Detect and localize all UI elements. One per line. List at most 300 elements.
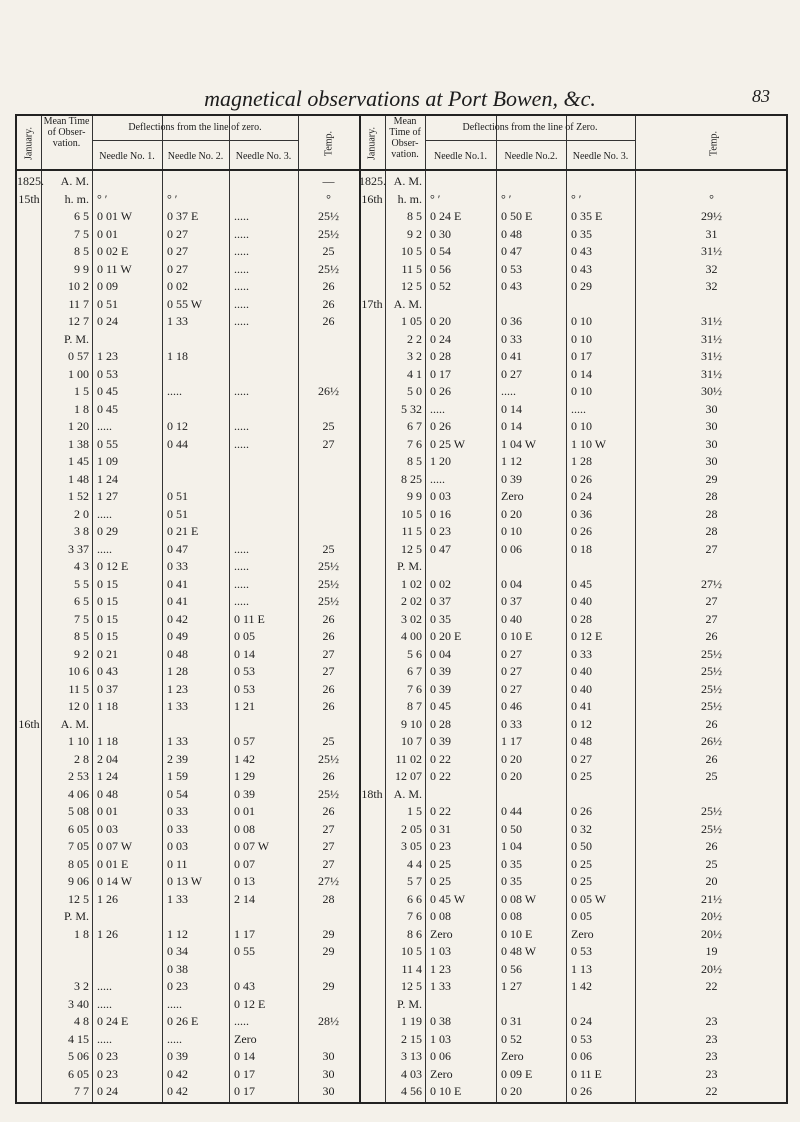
- right-needle1-cell: 0 37: [430, 594, 451, 608]
- left-temp-cell: —: [322, 174, 335, 188]
- left-needle3-cell: .....: [234, 559, 249, 573]
- right-needle3-cell: 0 48: [571, 734, 592, 748]
- right-needle3-cell: 0 24: [571, 1014, 592, 1028]
- left-needle2-cell: 1 33: [167, 699, 188, 713]
- left-time-cell: 4 15: [68, 1031, 89, 1046]
- left-time-cell: h. m.: [64, 191, 89, 206]
- right-needle3-cell: 0 26: [571, 804, 592, 818]
- left-temp-cell: 28: [322, 891, 335, 906]
- right-time-cell: A. M.: [393, 786, 422, 801]
- left-temp-cell: 25: [322, 419, 335, 433]
- right-temp-cell: 28: [705, 489, 718, 503]
- right-time-cell: 7 6: [407, 909, 422, 923]
- right-needle3-cell: 0 10: [571, 314, 592, 328]
- right-temp-cell: 27½: [701, 576, 722, 591]
- right-needle2-cell: 0 27: [501, 366, 522, 381]
- left-temp-cell: 27: [322, 664, 335, 678]
- right-needle2-cell: .....: [501, 384, 516, 398]
- left-time-cell: 12 5: [68, 891, 89, 906]
- right-needle2-cell: 0 27: [501, 646, 522, 661]
- left-time-cell: 0 57: [68, 349, 89, 363]
- right-temp-cell: 25: [705, 856, 718, 871]
- left-temp-cell: 29: [322, 926, 335, 941]
- right-needle2-cell: 0 08: [501, 909, 522, 923]
- left-needle2-cell: 0 34: [167, 944, 188, 958]
- right-needle3-cell: 0 41: [571, 699, 592, 713]
- right-temp-cell: 25½: [701, 646, 722, 661]
- left-needle3-cell: 0 05: [234, 629, 255, 643]
- right-needle1-cell: 0 31: [430, 821, 451, 836]
- left-needle1-cell: ° ′: [97, 191, 108, 206]
- right-needle2-cell: 0 14: [501, 401, 522, 416]
- right-time-cell: 8 7: [407, 699, 422, 713]
- left-needle2-cell: 1 12: [167, 926, 188, 941]
- left-needle2-cell: 0 21 E: [167, 524, 199, 538]
- left-temp-cell: 26: [322, 314, 335, 328]
- right-needle1-cell: 0 03: [430, 489, 451, 503]
- left-needle2-cell: 0 54: [167, 786, 188, 801]
- left-time-cell: 1 20: [68, 419, 89, 433]
- right-temp-cell: 27: [705, 611, 718, 626]
- left-needle2-cell: 1 59: [167, 769, 188, 783]
- right-needle2-cell: 0 39: [501, 471, 522, 486]
- left-time-cell: 5 08: [68, 804, 89, 818]
- left-temp-cell: 26: [322, 611, 335, 626]
- left-needle2-cell: 0 48: [167, 646, 188, 661]
- right-needle1-cell: .....: [430, 471, 445, 486]
- left-temp-cell: 26: [322, 296, 335, 311]
- right-temp-cell: 23: [705, 1049, 718, 1063]
- right-time-cell: 7 6: [407, 681, 422, 696]
- left-time-cell: 7 5: [74, 226, 89, 241]
- right-needle1-cell: 1 03: [430, 1031, 451, 1046]
- left-needle3-cell: 0 17: [234, 1084, 255, 1098]
- right-needle3-cell: ° ′: [571, 191, 582, 206]
- left-needle2-cell: 0 41: [167, 594, 188, 608]
- left-temp-cell: 26½: [318, 384, 339, 398]
- right-needle2-cell: 0 20: [501, 1084, 522, 1098]
- right-temp-cell: 25: [705, 769, 718, 783]
- right-time-cell: 6 7: [407, 419, 422, 433]
- right-time-cell: 5 6: [407, 646, 422, 661]
- left-time-cell: 4 3: [74, 559, 89, 573]
- right-time-cell: 5 0: [407, 384, 422, 398]
- left-time-cell: 3 2: [74, 979, 89, 993]
- left-needle2-cell: .....: [167, 1031, 182, 1046]
- left-needle3-cell: 0 55: [234, 944, 255, 958]
- left-needle3-cell: 0 07: [234, 856, 255, 871]
- left-needle1-cell: 0 23: [97, 1049, 118, 1063]
- right-needle2-cell: 0 08 W: [501, 891, 537, 906]
- right-temp-cell: 26: [705, 839, 718, 853]
- right-needle1-cell: 0 38: [430, 1014, 451, 1028]
- left-needle2-cell: 1 33: [167, 314, 188, 328]
- left-day-cell: 1825.: [17, 174, 44, 188]
- left-needle3-cell: .....: [234, 261, 249, 276]
- left-time-cell: 5 5: [74, 576, 89, 591]
- left-needle1-cell: 0 03: [97, 821, 118, 836]
- right-needle2-cell: 0 50: [501, 821, 522, 836]
- left-needle3-cell: 0 53: [234, 681, 255, 696]
- right-needle1-cell: 0 20: [430, 314, 451, 328]
- right-needle1-cell: 0 56: [430, 261, 451, 276]
- left-needle1-cell: 0 15: [97, 594, 118, 608]
- right-needle2-cell: 1 17: [501, 734, 522, 748]
- left-time-cell: 7 5: [74, 611, 89, 626]
- left-needle3-cell: .....: [234, 226, 249, 241]
- left-needle3-cell: .....: [234, 1014, 249, 1028]
- right-time-cell: 10 7: [401, 734, 422, 748]
- right-time-cell: 3 13: [401, 1049, 422, 1063]
- needle3-header: Needle No. 3.: [235, 151, 292, 162]
- right-time-cell: P. M.: [396, 996, 422, 1011]
- right-needle3-cell: 0 14: [571, 366, 592, 381]
- right-time-cell: 4 03: [401, 1066, 422, 1081]
- right-temp-cell: 27: [705, 541, 718, 556]
- right-temp-cell: 32: [705, 261, 718, 276]
- right-temp-cell: 31½: [701, 244, 722, 258]
- left-needle3-cell: 1 29: [234, 769, 255, 783]
- left-time-cell: 6 05: [68, 821, 89, 836]
- left-time-cell: 8 5: [74, 244, 89, 258]
- right-temp-cell: 27: [705, 594, 718, 608]
- mean-time-header-right: Mean Time of Obser- vation.: [389, 116, 421, 160]
- right-time-cell: 7 6: [407, 436, 422, 451]
- right-needle2-cell: 1 27: [501, 979, 522, 993]
- right-needle3-cell: 1 42: [571, 979, 592, 993]
- left-time-cell: 9 06: [68, 874, 89, 888]
- right-needle3-cell: 0 10: [571, 384, 592, 398]
- right-needle3-cell: 0 40: [571, 594, 592, 608]
- right-needle3-cell: 0 28: [571, 611, 592, 626]
- right-needle2-cell: 0 50 E: [501, 209, 533, 223]
- right-needle1-cell: 0 22: [430, 769, 451, 783]
- right-needle3-cell: 0 53: [571, 1031, 592, 1046]
- right-needle3-cell: 0 10: [571, 419, 592, 433]
- right-needle2-cell: 0 10: [501, 524, 522, 538]
- left-needle2-cell: 1 33: [167, 734, 188, 748]
- left-needle1-cell: 0 45: [97, 384, 118, 398]
- left-temp-cell: 25½: [318, 261, 339, 276]
- left-temp-cell: 30: [322, 1049, 335, 1063]
- left-temp-cell: 26: [322, 279, 335, 293]
- right-time-cell: 1 05: [401, 314, 422, 328]
- left-needle1-cell: 0 21: [97, 646, 118, 661]
- right-needle2-cell: 0 35: [501, 874, 522, 888]
- right-time-cell: 12 5: [401, 541, 422, 556]
- right-needle1-cell: 0 54: [430, 244, 451, 258]
- left-needle3-cell: .....: [234, 576, 249, 591]
- left-temp-cell: 25½: [318, 786, 339, 801]
- left-needle2-cell: 1 28: [167, 664, 188, 678]
- right-time-cell: 1 02: [401, 576, 422, 591]
- right-time-cell: 8 5: [407, 209, 422, 223]
- left-needle3-cell: .....: [234, 296, 249, 311]
- right-needle3-cell: 1 10 W: [571, 436, 607, 451]
- right-time-cell: 4 4: [407, 856, 422, 871]
- needle1-header-right: Needle No.1.: [433, 151, 488, 162]
- right-needle3-cell: 1 28: [571, 454, 592, 468]
- left-needle2-cell: 1 33: [167, 891, 188, 906]
- right-time-cell: 5 7: [407, 874, 422, 888]
- right-needle3-cell: 0 17: [571, 349, 592, 363]
- left-time-cell: 1 52: [68, 489, 89, 503]
- right-needle1-cell: 0 22: [430, 804, 451, 818]
- right-needle2-cell: 0 41: [501, 349, 522, 363]
- right-time-cell: 10 5: [401, 944, 422, 958]
- left-needle1-cell: 0 55: [97, 436, 118, 451]
- left-temp-cell: 30: [322, 1084, 335, 1098]
- left-needle2-cell: 0 33: [167, 821, 188, 836]
- left-time-cell: 12 0: [68, 699, 89, 713]
- left-temp-cell: 26: [322, 699, 335, 713]
- left-time-cell: 1 5: [74, 384, 89, 398]
- left-needle1-cell: .....: [97, 979, 112, 993]
- left-temp-cell: 27: [322, 856, 335, 871]
- right-needle3-cell: 0 29: [571, 279, 592, 293]
- left-time-cell: 2 53: [68, 769, 89, 783]
- right-temp-cell: 30: [705, 454, 718, 468]
- left-needle2-cell: 1 23: [167, 681, 188, 696]
- left-temp-cell: °: [326, 191, 331, 206]
- right-temp-cell: 29: [705, 471, 718, 486]
- right-needle1-cell: 0 24 E: [430, 209, 462, 223]
- right-needle3-cell: .....: [571, 401, 586, 416]
- right-day-cell: 18th: [361, 786, 383, 801]
- left-needle2-cell: 0 11: [167, 856, 188, 871]
- right-temp-cell: 20½: [701, 961, 722, 976]
- left-needle3-cell: 0 07 W: [234, 839, 270, 853]
- left-day-cell: 15th: [18, 191, 40, 206]
- left-needle1-cell: 1 26: [97, 891, 118, 906]
- right-needle3-cell: 0 32: [571, 821, 592, 836]
- left-needle1-cell: 0 12 E: [97, 559, 129, 573]
- left-needle3-cell: .....: [234, 244, 249, 258]
- right-needle1-cell: 0 17: [430, 366, 451, 381]
- right-needle2-cell: 0 20: [501, 769, 522, 783]
- right-needle2-cell: 0 56: [501, 961, 522, 976]
- left-needle1-cell: 0 07 W: [97, 839, 133, 853]
- left-needle3-cell: 0 14: [234, 646, 255, 661]
- right-needle3-cell: 0 40: [571, 664, 592, 678]
- left-time-cell: 4 06: [68, 786, 89, 801]
- right-needle2-cell: 0 48: [501, 226, 522, 241]
- right-day-cell: 16th: [361, 191, 383, 206]
- right-temp-cell: 26½: [701, 734, 722, 748]
- right-temp-cell: 28: [705, 506, 718, 521]
- right-temp-cell: 22: [705, 979, 718, 993]
- left-needle2-cell: 0 37 E: [167, 209, 199, 223]
- left-needle1-cell: 1 18: [97, 699, 118, 713]
- right-needle2-cell: Zero: [501, 1049, 524, 1063]
- right-needle1-cell: 0 39: [430, 734, 451, 748]
- right-needle3-cell: 0 10: [571, 331, 592, 346]
- right-temp-cell: 26: [705, 716, 718, 731]
- left-time-cell: 6 5: [74, 209, 89, 223]
- deflections-header-right: Deflections from the line of Zero.: [462, 122, 598, 133]
- right-needle3-cell: 0 50: [571, 839, 592, 853]
- right-time-cell: 9 10: [401, 716, 422, 731]
- left-needle3-cell: .....: [234, 279, 249, 293]
- right-needle2-cell: 0 36: [501, 314, 522, 328]
- right-time-cell: A. M.: [393, 296, 422, 311]
- right-temp-cell: 32: [705, 279, 718, 293]
- right-needle1-cell: 0 08: [430, 909, 451, 923]
- left-needle2-cell: 2 39: [167, 751, 188, 766]
- left-needle3-cell: .....: [234, 209, 249, 223]
- left-needle1-cell: 0 15: [97, 611, 118, 626]
- right-needle1-cell: 1 03: [430, 944, 451, 958]
- left-needle1-cell: 0 01: [97, 804, 118, 818]
- left-needle3-cell: 0 57: [234, 734, 255, 748]
- right-needle2-cell: 0 10 E: [501, 629, 533, 643]
- left-time-cell: 5 06: [68, 1049, 89, 1063]
- left-needle1-cell: 0 24: [97, 314, 118, 328]
- right-needle3-cell: 0 25: [571, 874, 592, 888]
- left-temp-cell: 25½: [318, 594, 339, 608]
- left-needle3-cell: 0 14: [234, 1049, 255, 1063]
- left-needle1-cell: 2 04: [97, 751, 118, 766]
- right-needle3-cell: 0 11 E: [571, 1066, 602, 1081]
- left-needle2-cell: 0 42: [167, 1066, 188, 1081]
- left-needle1-cell: 0 37: [97, 681, 118, 696]
- right-needle2-cell: 0 04: [501, 576, 522, 591]
- left-temp-cell: 25: [322, 734, 335, 748]
- left-temp-cell: 26: [322, 629, 335, 643]
- right-needle3-cell: 0 26: [571, 471, 592, 486]
- left-day-cell: 16th: [18, 716, 40, 731]
- right-needle2-cell: 0 48 W: [501, 944, 537, 958]
- left-temp-cell: 25: [322, 244, 335, 258]
- needle2-header-right: Needle No.2.: [504, 151, 558, 162]
- left-needle2-cell: .....: [167, 384, 182, 398]
- left-time-cell: A. M.: [60, 716, 89, 731]
- left-time-cell: 3 37: [68, 541, 89, 556]
- left-needle2-cell: 0 27: [167, 261, 188, 276]
- left-time-cell: 9 2: [74, 646, 89, 661]
- right-needle2-cell: 1 04: [501, 839, 522, 853]
- right-needle1-cell: 0 10 E: [430, 1084, 462, 1098]
- left-temp-cell: 25½: [318, 226, 339, 241]
- left-needle1-cell: .....: [97, 541, 112, 556]
- right-needle2-cell: 0 33: [501, 331, 522, 346]
- right-temp-cell: 31½: [701, 314, 722, 328]
- left-time-cell: P. M.: [63, 909, 89, 923]
- needle3-header-right: Needle No. 3.: [572, 151, 629, 162]
- right-time-cell: 11 02: [395, 751, 422, 766]
- left-temp-cell: 26: [322, 681, 335, 696]
- left-needle2-cell: 0 42: [167, 611, 188, 626]
- right-needle2-cell: 0 06: [501, 541, 522, 556]
- right-needle1-cell: 0 25 W: [430, 436, 466, 451]
- right-needle1-cell: 0 26: [430, 384, 451, 398]
- right-temp-cell: 25½: [701, 821, 722, 836]
- right-time-cell: 4 00: [401, 629, 422, 643]
- right-temp-cell: 25½: [701, 699, 722, 713]
- needle2-header: Needle No. 2.: [167, 151, 224, 162]
- right-time-cell: 2 2: [407, 331, 422, 346]
- left-time-cell: 7 05: [68, 839, 89, 853]
- right-day-cell: 1825.: [359, 174, 386, 188]
- right-needle1-cell: ° ′: [430, 191, 441, 206]
- right-needle1-cell: 0 25: [430, 856, 451, 871]
- right-temp-cell: 20½: [701, 909, 722, 923]
- right-needle2-cell: 0 53: [501, 261, 522, 276]
- right-time-cell: 3 05: [401, 839, 422, 853]
- right-time-cell: 11 5: [401, 261, 422, 276]
- left-needle2-cell: 0 33: [167, 559, 188, 573]
- left-needle2-cell: 0 44: [167, 436, 188, 451]
- left-time-cell: 4 8: [74, 1014, 89, 1028]
- right-needle3-cell: Zero: [571, 926, 594, 941]
- right-temp-cell: °: [709, 191, 714, 206]
- right-needle1-cell: 0 39: [430, 664, 451, 678]
- right-needle1-cell: 0 23: [430, 524, 451, 538]
- left-time-cell: 1 10: [68, 734, 89, 748]
- temp-header: Temp.: [323, 130, 335, 157]
- page-header: [0, 86, 800, 111]
- right-needle2-cell: 0 10 E: [501, 926, 533, 941]
- right-time-cell: 6 6: [407, 891, 422, 906]
- left-needle1-cell: 1 23: [97, 349, 118, 363]
- left-needle1-cell: 1 18: [97, 734, 118, 748]
- left-needle2-cell: 0 23: [167, 979, 188, 993]
- deflections-header: Deflections from the line of zero.: [128, 122, 262, 133]
- right-needle2-cell: 0 33: [501, 716, 522, 731]
- right-needle1-cell: 0 45 W: [430, 891, 466, 906]
- right-needle1-cell: 0 39: [430, 681, 451, 696]
- right-needle1-cell: 0 35: [430, 611, 451, 626]
- right-time-cell: P. M.: [396, 559, 422, 573]
- right-time-cell: 9 9: [407, 489, 422, 503]
- left-needle1-cell: 0 24 E: [97, 1014, 129, 1028]
- left-needle1-cell: 0 43: [97, 664, 118, 678]
- right-needle2-cell: 0 37: [501, 594, 522, 608]
- right-needle3-cell: 0 26: [571, 1084, 592, 1098]
- left-needle1-cell: 0 24: [97, 1084, 118, 1098]
- left-needle1-cell: 0 23: [97, 1066, 118, 1081]
- left-time-cell: 1 45: [68, 454, 89, 468]
- right-needle1-cell: 0 30: [430, 226, 451, 241]
- left-needle1-cell: 1 27: [97, 489, 118, 503]
- right-temp-cell: 30: [705, 419, 718, 433]
- left-needle2-cell: 0 27: [167, 244, 188, 258]
- left-needle2-cell: 0 55 W: [167, 296, 203, 311]
- left-needle1-cell: .....: [97, 996, 112, 1011]
- left-time-cell: 1 8: [74, 926, 89, 941]
- right-temp-cell: 31½: [701, 349, 722, 363]
- left-temp-cell: 29: [322, 979, 335, 993]
- right-time-cell: 2 05: [401, 821, 422, 836]
- right-temp-cell: 31: [705, 226, 718, 241]
- left-temp-cell: 25½: [318, 576, 339, 591]
- left-time-cell: 8 05: [68, 856, 89, 871]
- left-needle1-cell: 0 01 W: [97, 209, 133, 223]
- left-time-cell: 6 05: [68, 1066, 89, 1081]
- right-temp-cell: 19: [705, 944, 718, 958]
- left-temp-cell: 27: [322, 821, 335, 836]
- right-time-cell: 12 5: [401, 279, 422, 293]
- left-needle2-cell: 0 38: [167, 961, 188, 976]
- right-needle1-cell: 1 23: [430, 961, 451, 976]
- left-needle1-cell: 0 15: [97, 576, 118, 591]
- left-needle1-cell: .....: [97, 506, 112, 521]
- right-temp-cell: 20½: [701, 926, 722, 941]
- left-temp-cell: 25½: [318, 559, 339, 573]
- left-time-cell: 8 5: [74, 629, 89, 643]
- left-temp-cell: 26: [322, 769, 335, 783]
- right-time-cell: 8 5: [407, 454, 422, 468]
